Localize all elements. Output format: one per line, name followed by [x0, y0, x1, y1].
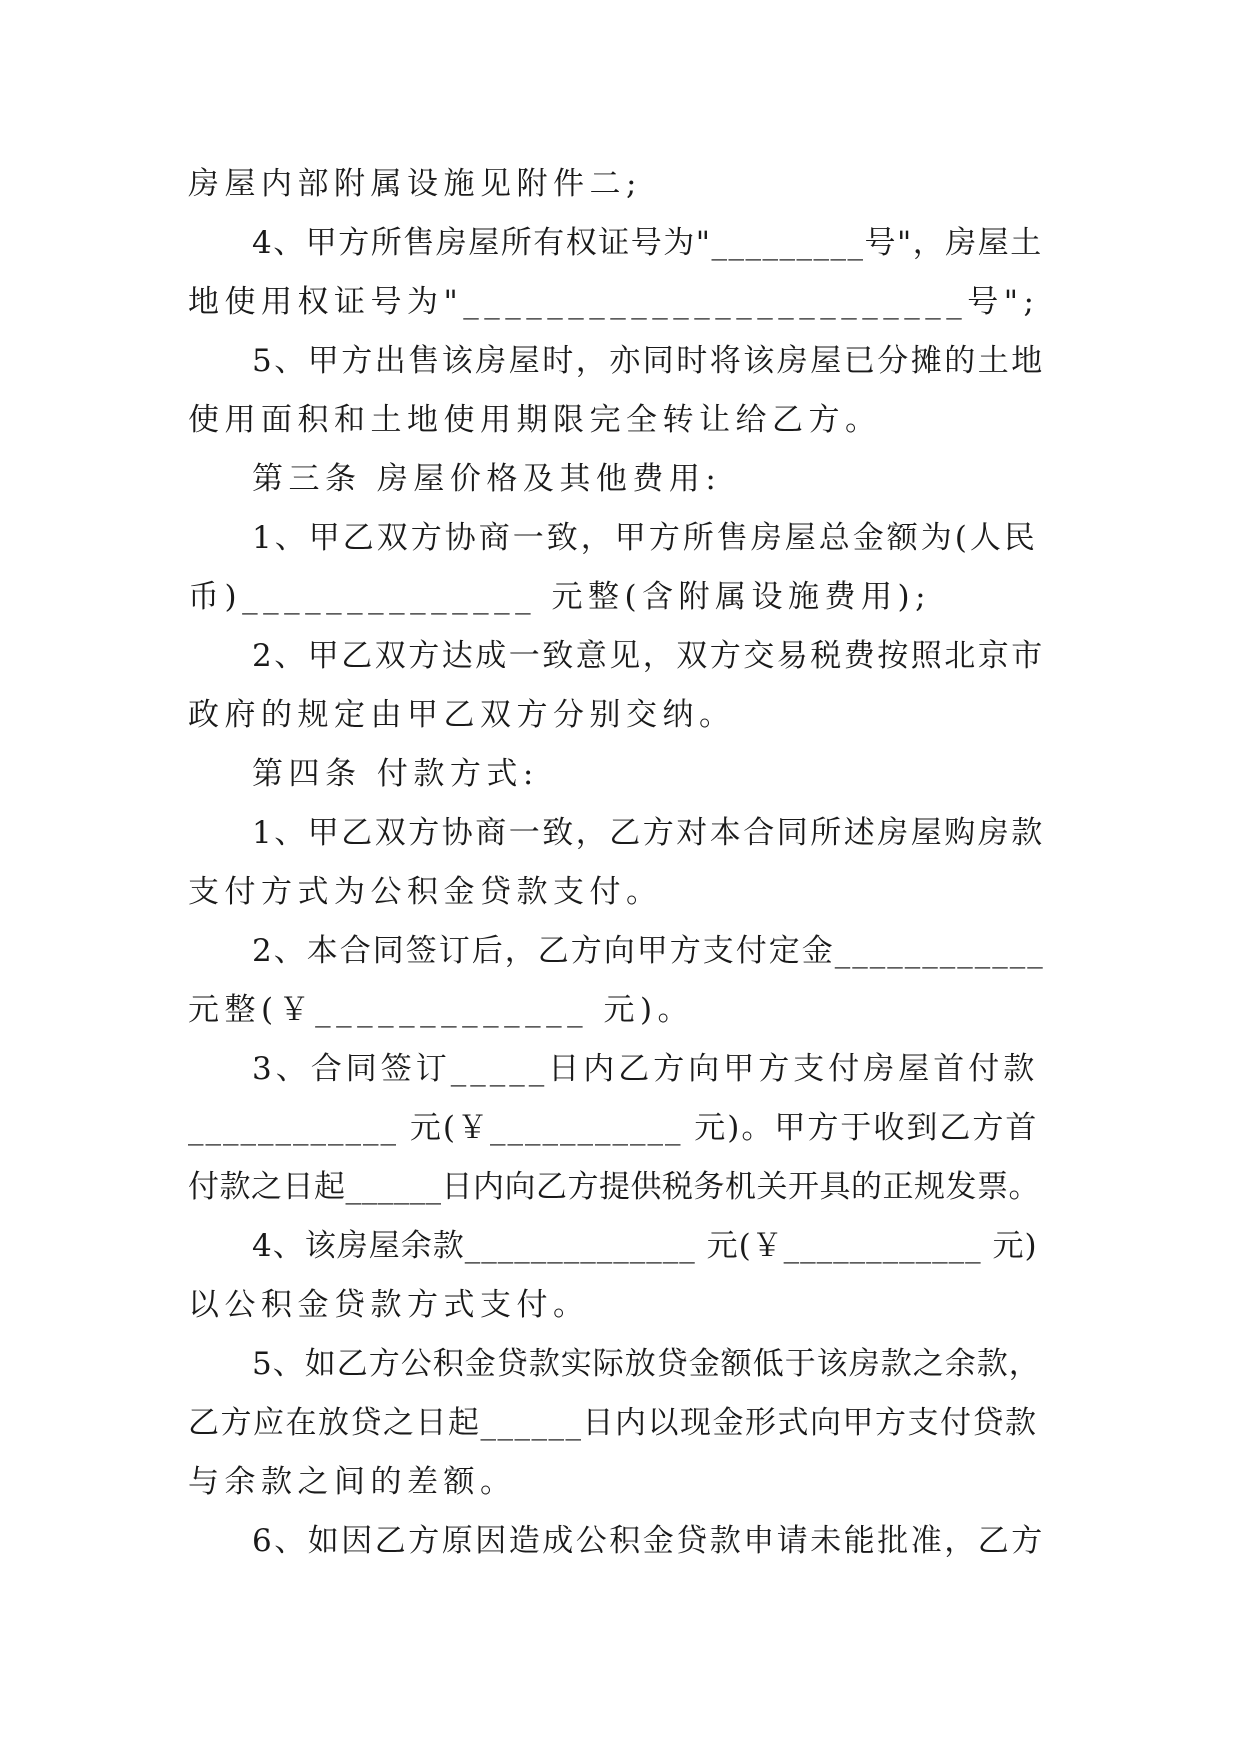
text-line: 5、如乙方公积金贷款实际放贷金额低于该房款之余款， — [252, 1346, 1041, 1382]
text-line: 政府的规定由甲乙双方分别交纳。 — [188, 697, 736, 733]
text-line: 币)______________ 元整(含附属设施费用); — [188, 579, 932, 615]
text-line: 付款之日起______日内向乙方提供税务机关开具的正规发票。 — [188, 1169, 1040, 1205]
text-line: 1、甲乙双方协商一致，乙方对本合同所述房屋购房款 — [252, 815, 1045, 851]
contract-body — [188, 155, 1048, 1571]
section-heading: 第三条 房屋价格及其他费用: — [252, 461, 722, 497]
text-line: 1、甲乙双方协商一致，甲方所售房屋总金额为(人民 — [252, 520, 1038, 556]
text-line: 4、甲方所售房屋所有权证号为"_________号"，房屋土 — [252, 225, 1043, 261]
text-line: 与余款之间的差额。 — [188, 1464, 517, 1500]
text-line: 元整(￥_____________ 元)。 — [188, 992, 695, 1028]
text-line: 6、如因乙方原因造成公积金贷款申请未能批准，乙方 — [252, 1523, 1045, 1559]
text-line: 地使用权证号为"________________________号"; — [188, 284, 1040, 320]
text-line: 2、本合同签订后，乙方向甲方支付定金____________ — [252, 933, 1045, 969]
text-line: 5、甲方出售该房屋时，亦同时将该房屋已分摊的土地 — [252, 343, 1045, 379]
text-line: ____________ 元(￥___________ 元)。甲方于收到乙方首 — [188, 1110, 1039, 1146]
text-line: 4、该房屋余款______________ 元(￥____________ 元) — [252, 1228, 1038, 1264]
text-line: 以公积金贷款方式支付。 — [188, 1287, 590, 1323]
text-line: 2、甲乙双方达成一致意见，双方交易税费按照北京市 — [252, 638, 1045, 674]
text-line: 使用面积和土地使用期限完全转让给乙方。 — [188, 402, 882, 438]
text-line: 房屋内部附属设施见附件二; — [188, 166, 642, 202]
section-heading: 第四条 付款方式: — [252, 756, 539, 792]
text-line: 3、合同签订_____日内乙方向甲方支付房屋首付款 — [252, 1051, 1039, 1087]
text-line: 支付方式为公积金贷款支付。 — [188, 874, 663, 910]
text-line: 乙方应在放贷之日起______日内以现金形式向甲方支付贷款 — [188, 1405, 1038, 1441]
